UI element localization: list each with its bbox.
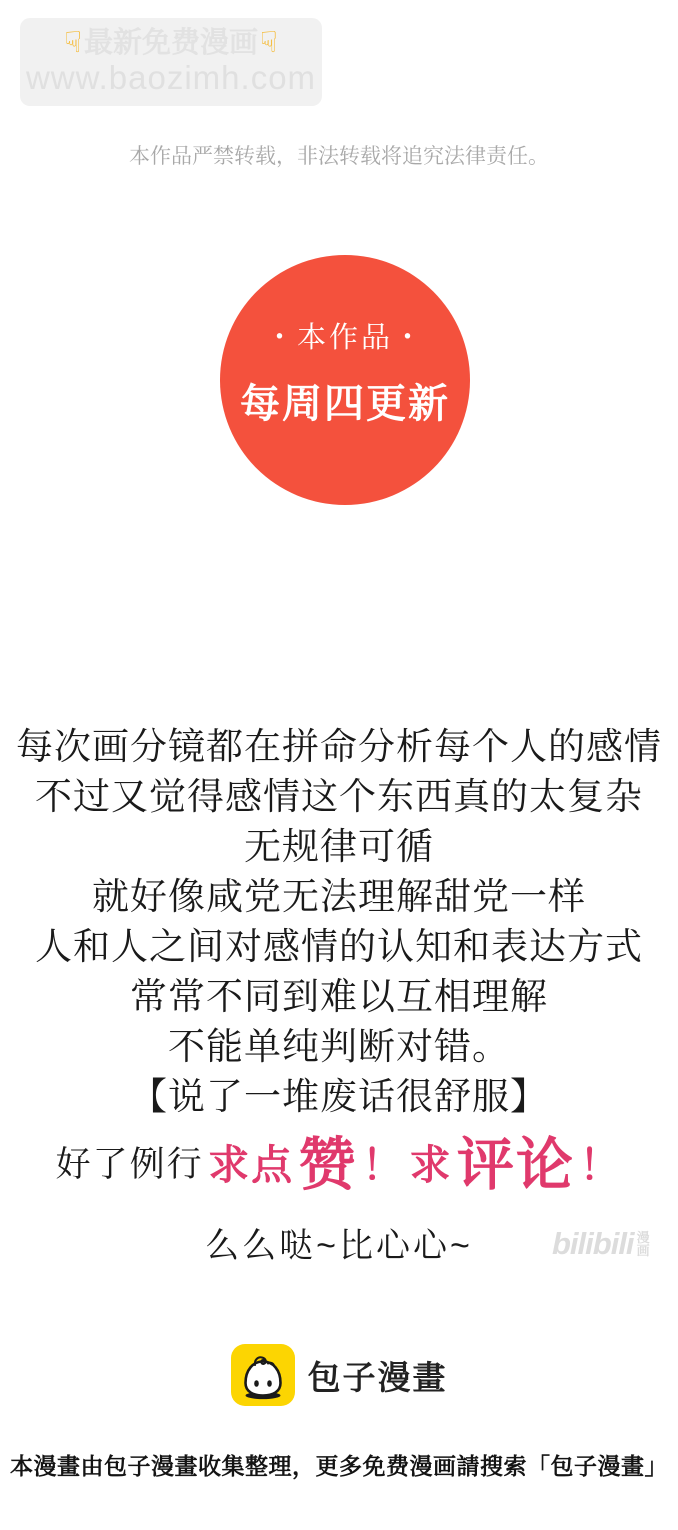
kisses-line: 么么哒~比心心~	[205, 1227, 473, 1265]
site-watermark-title: 最新免费漫画	[83, 27, 258, 60]
author-note-line: 就好像咸党无法理解甜党一样	[92, 876, 586, 917]
author-note-line: 人和人之间对感情的认知和表达方式	[35, 926, 643, 967]
site-watermark	[20, 18, 322, 106]
site-watermark-url: www.baozimh.com	[25, 58, 317, 96]
plea-prefix: 好了例行	[55, 1145, 204, 1184]
plea-segment: 求点	[208, 1142, 295, 1188]
like-comment-plea	[0, 1128, 678, 1202]
author-note-line: 无规律可循	[244, 826, 434, 867]
author-note-line: 不过又觉得感情这个东西真的太复杂	[35, 776, 643, 817]
pointing-down-icon: ☟	[64, 27, 82, 60]
author-note-line: 常常不同到难以互相理解	[130, 976, 548, 1017]
badge-work-label: ・本作品・	[264, 322, 425, 354]
brand-row	[0, 1344, 678, 1406]
author-note	[0, 722, 678, 1122]
author-note-line: 每次画分镜都在拼命分析每个人的感情	[16, 726, 662, 767]
plea-segment: ！	[579, 1142, 623, 1188]
badge-schedule-label: 每周四更新	[240, 382, 450, 426]
plea-segment: ！	[362, 1142, 405, 1188]
footer-note: 本漫畫由包子漫畫收集整理，更多免费漫画請搜索「包子漫畫」	[10, 1453, 668, 1479]
bilibili-logo-icon: bilibili	[552, 1226, 634, 1261]
brand-name: 包子漫畫	[307, 1358, 448, 1396]
update-schedule-badge	[220, 255, 470, 505]
bilibili-suffix-bottom: 画	[636, 1243, 650, 1258]
pointing-down-icon: ☟	[260, 27, 278, 60]
author-note-line: 【说了一堆废话很舒服】	[130, 1076, 548, 1117]
bilibili-manga-suffix	[637, 1231, 650, 1257]
bilibili-suffix-top: 漫	[636, 1230, 650, 1245]
site-watermark-title-row	[64, 28, 277, 58]
plea-segment: 赞	[298, 1133, 358, 1197]
plea-segment: 评论	[456, 1133, 575, 1197]
plea-segment: 求	[409, 1142, 453, 1188]
bilibili-manga-watermark	[552, 1226, 650, 1262]
baozi-bun-logo-icon	[231, 1344, 295, 1406]
copyright-disclaimer: 本作品严禁转载，非法转载将追究法律责任。	[129, 145, 549, 168]
author-note-line: 不能单纯判断对错。	[168, 1026, 510, 1067]
